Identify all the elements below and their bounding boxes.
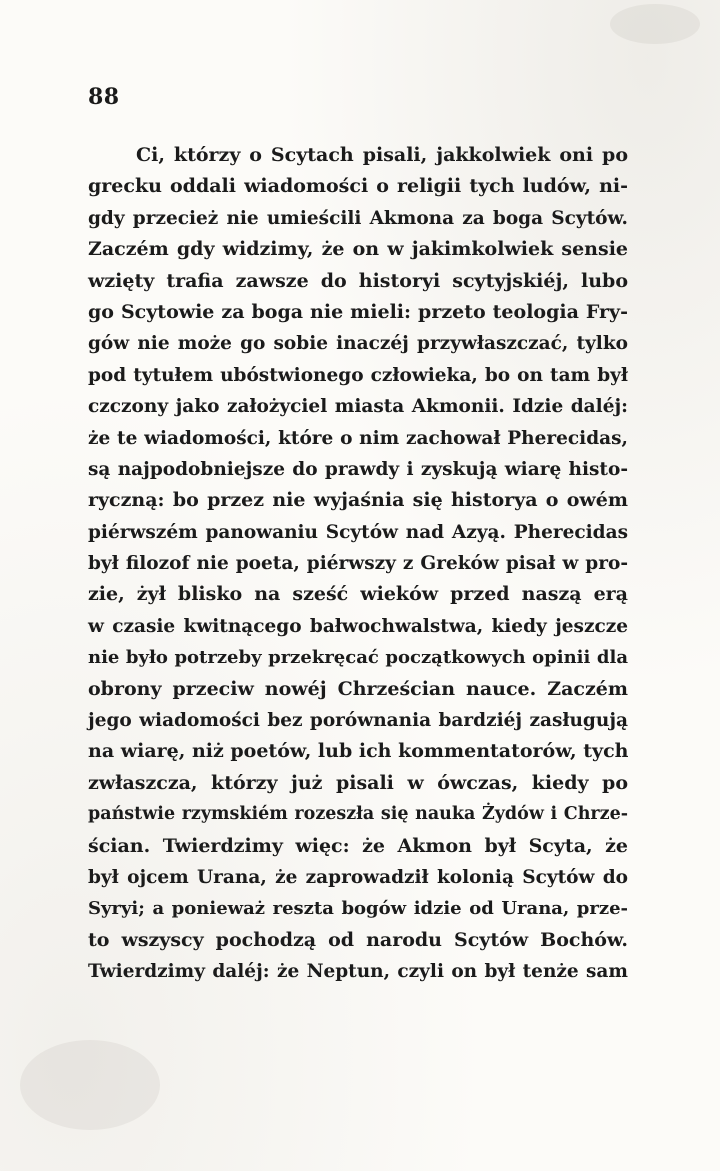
text-line: gdy przecież nie umieścili Akmona za boga Scytów. bbox=[88, 207, 628, 229]
text-line: nie było potrzeby przekręcać początkowych opinii dla bbox=[88, 647, 628, 669]
text-line: wzięty trafia zawsze do historyi scytyjskiéj, lubo bbox=[88, 269, 628, 292]
text-line: jego wiadomości bez porównania bardziéj zasługują bbox=[88, 710, 628, 732]
text-line: w czasie kwitnącego bałwochwalstwa, kiedy jeszcze bbox=[88, 615, 628, 637]
text-line: Syryi; a ponieważ reszta bogów idzie od Urana, prze- bbox=[88, 898, 628, 920]
paper-stain bbox=[610, 4, 700, 44]
text-line: zwłaszcza, którzy już pisali w ówczas, kiedy po bbox=[88, 771, 628, 794]
page-number: 88 bbox=[88, 84, 120, 110]
text-line: to wszyscy pochodzą od narodu Scytów Bochów. bbox=[88, 928, 628, 951]
text-line: są najpodobniejsze do prawdy i zyskują wiarę histo- bbox=[88, 458, 628, 480]
text-line: Ci, którzy o Scytach pisali, jakkolwiek oni po bbox=[136, 144, 628, 166]
text-line: grecku oddali wiadomości o religii tych ludów, ni- bbox=[88, 175, 628, 198]
text-line: państwie rzymskiém rozeszła się nauka Żydów i Chrze- bbox=[88, 804, 628, 825]
text-line: na wiarę, niż poetów, lub ich kommentatorów, tych bbox=[88, 740, 629, 763]
text-line: Zaczém gdy widzimy, że on w jakimkolwiek sensie bbox=[88, 238, 628, 261]
body-text bbox=[88, 140, 628, 988]
paper-stain bbox=[20, 1040, 160, 1130]
text-line: czczony jako założyciel miasta Akmonii. Idzie daléj: bbox=[88, 396, 628, 418]
text-line: ścian. Twierdzimy więc: że Akmon był Scyta, że bbox=[88, 834, 628, 857]
text-line: gów nie może go sobie inaczéj przywłaszczać, tylko bbox=[88, 333, 628, 355]
text-line: pod tytułem ubóstwionego człowieka, bo on tam był bbox=[88, 364, 628, 386]
text-line: obrony przeciw nowéj Chrześcian nauce. Zaczém bbox=[88, 677, 628, 700]
text-line: był ojcem Urana, że zaprowadził kolonią Scytów do bbox=[88, 866, 628, 888]
text-line: piérwszém panowaniu Scytów nad Azyą. Pherecidas bbox=[88, 521, 628, 543]
text-line: że te wiadomości, które o nim zachował Pherecidas, bbox=[88, 427, 628, 449]
text-line: zie, żył blisko na sześć wieków przed naszą erą bbox=[88, 583, 628, 606]
text-line: był filozof nie poeta, piérwszy z Greków pisał w pro- bbox=[88, 553, 628, 575]
text-line: go Scytowie za boga nie mieli: przeto teologia Fry- bbox=[88, 300, 628, 323]
text-line: ryczną: bo przez nie wyjaśnia się historya o owém bbox=[88, 489, 628, 512]
text-line: Twierdzimy daléj: że Neptun, czyli on był tenże sam bbox=[88, 961, 628, 983]
